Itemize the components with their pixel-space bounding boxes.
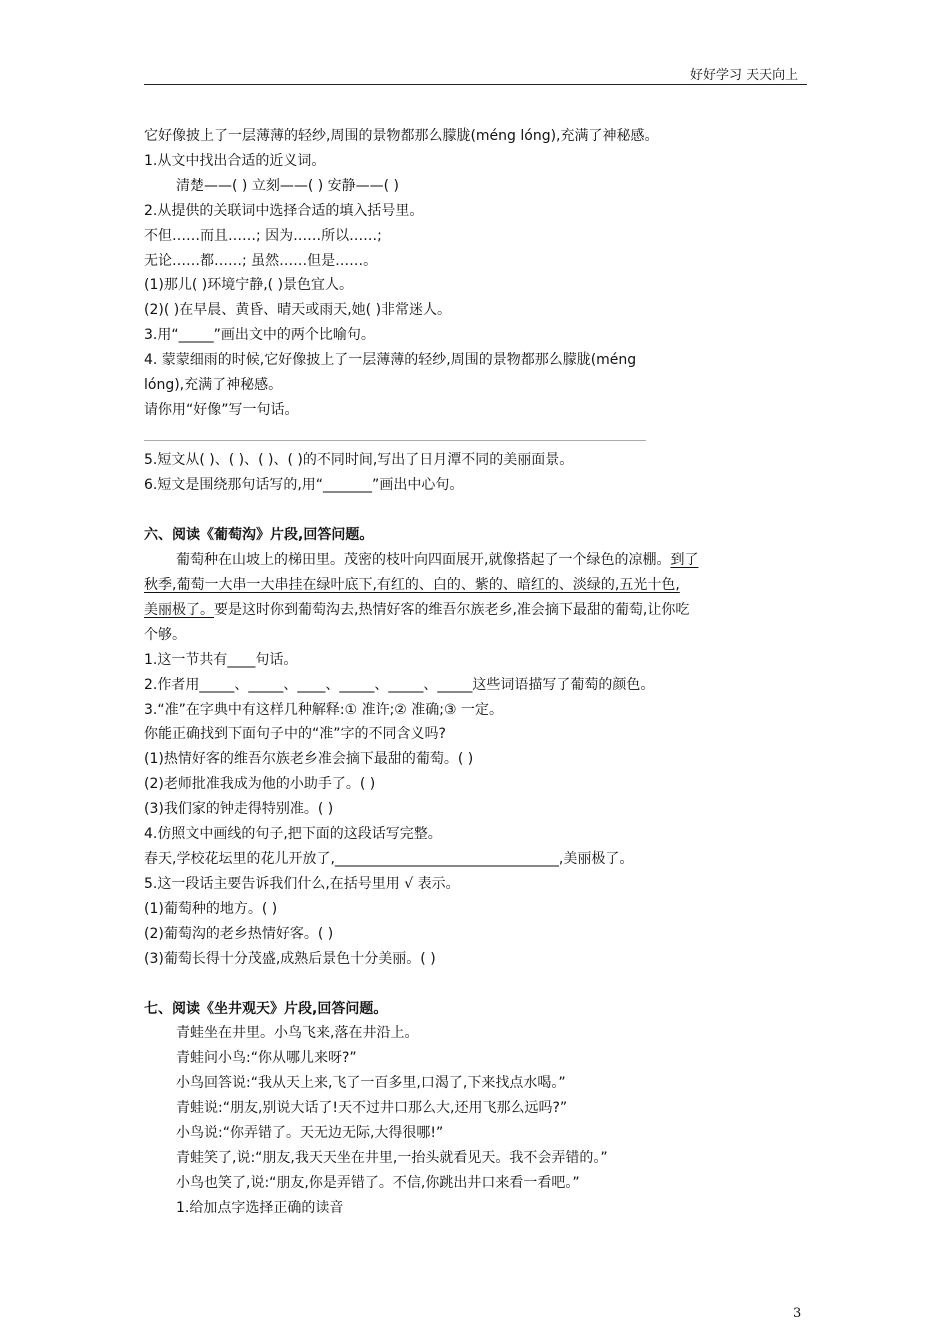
- s6-question-5-item-2: (2)葡萄沟的老乡热情好客。( ): [144, 926, 334, 942]
- story-line: 青蛙说:“朋友,别说大话了!天不过井口那么大,还用飞那么远吗?”: [176, 1100, 568, 1116]
- story-line: 青蛙坐在井里。小鸟飞来,落在井沿上。: [176, 1025, 419, 1041]
- question-4-cont: lóng),充满了神秘感。: [144, 377, 283, 393]
- page-number: 3: [793, 1306, 802, 1321]
- s6-question-5-item-3: (3)葡萄长得十分茂盛,成熟后景色十分美丽。( ): [144, 951, 436, 967]
- section-7-title: 七、阅读《坐井观天》片段,回答问题。: [144, 1001, 388, 1017]
- s6-question-3-prompt: 你能正确找到下面句子中的“准”字的不同含义吗?: [144, 726, 446, 742]
- story-line: 青蛙笑了,说:“朋友,我天天坐在井里,一抬头就看见天。我不会弄错的。”: [176, 1150, 608, 1166]
- paragraph-line-4: 个够。: [144, 627, 186, 643]
- s6-question-2: 2.作者用_____、_____、____、_____、_____、_____这些词语描写了葡萄的颜色。: [144, 677, 655, 693]
- underlined-sentence: 秋季,葡萄一大串一大串挂在绿叶底下,有红的、白的、紫的、暗红的、淡绿的,五光十色,: [144, 577, 680, 593]
- conjunction-options-1: 不但……而且……; 因为……所以……;: [144, 228, 382, 244]
- s6-question-3-item-1: (1)热情好客的维吾尔族老乡准会摘下最甜的葡萄。( ): [144, 751, 474, 767]
- s7-question-1: 1.给加点字选择正确的读音: [176, 1200, 344, 1216]
- s6-question-3: 3.“准”在字典中有这样几种解释:① 准许;② 准确;③ 一定。: [144, 702, 504, 718]
- question-6: 6.短文是围绕那句话写的,用“_______”画出中心句。: [144, 477, 464, 493]
- s6-question-5-item-1: (1)葡萄种的地方。( ): [144, 901, 278, 917]
- question-4: 4. 蒙蒙细雨的时候,它好像披上了一层薄薄的轻纱,周围的景物都那么朦胧(méng: [144, 352, 637, 368]
- passage-line: 它好像披上了一层薄薄的轻纱,周围的景物都那么朦胧(méng lóng),充满了神秘感。: [144, 128, 659, 144]
- question-1: 1.从文中找出合适的近义词。: [144, 153, 326, 169]
- paragraph-line-3: 美丽极了。要是这时你到葡萄沟去,热情好客的维吾尔族老乡,准会摘下最甜的葡萄,让你吃: [144, 602, 690, 618]
- paragraph-line-1: 葡萄种在山坡上的梯田里。茂密的枝叶向四面展开,就像搭起了一个绿色的凉棚。到了: [176, 552, 699, 568]
- s6-question-4-sentence: 春天,学校花坛里的花儿开放了,________________________________,美丽极了。: [144, 851, 634, 867]
- question-2-item-2: (2)( )在早晨、黄昏、晴天或雨天,她( )非常迷人。: [144, 302, 452, 318]
- question-3: 3.用“_____”画出文中的两个比喻句。: [144, 327, 375, 343]
- s6-question-4: 4.仿照文中画线的句子,把下面的这段话写完整。: [144, 826, 442, 842]
- synonym-blanks: 清楚——( ) 立刻——( ) 安静——( ): [176, 178, 400, 194]
- story-line: 小鸟说:“你弄错了。天无边无际,大得很哪!”: [176, 1125, 444, 1141]
- story-line: 小鸟也笑了,说:“朋友,你是弄错了。不信,你跳出井口来看一看吧。”: [176, 1175, 580, 1191]
- header-text: 好好学习 天天向上: [690, 68, 799, 83]
- underlined-sentence: 到了: [670, 552, 699, 568]
- question-2: 2.从提供的关联词中选择合适的填入括号里。: [144, 203, 424, 219]
- question-4-prompt: 请你用“好像”写一句话。: [144, 402, 299, 418]
- conjunction-options-2: 无论……都……; 虽然……但是……。: [144, 253, 378, 269]
- question-5: 5.短文从( )、( )、( )、( )的不同时间,写出了日月潭不同的美丽面景。: [144, 452, 574, 468]
- question-2-item-1: (1)那儿( )环境宁静,( )景色宜人。: [144, 277, 354, 293]
- header-rule: [144, 84, 807, 85]
- story-line: 青蛙问小鸟:“你从哪儿来呀?”: [176, 1050, 357, 1066]
- s6-question-1: 1.这一节共有____句话。: [144, 652, 298, 668]
- underlined-sentence: 美丽极了。: [144, 602, 214, 618]
- s6-question-3-item-2: (2)老师批准我成为他的小助手了。( ): [144, 776, 376, 792]
- answer-line: [144, 440, 646, 441]
- s6-question-3-item-3: (3)我们家的钟走得特别准。( ): [144, 801, 334, 817]
- section-6-title: 六、阅读《葡萄沟》片段,回答问题。: [144, 527, 374, 543]
- story-line: 小鸟回答说:“我从天上来,飞了一百多里,口渴了,下来找点水喝。”: [176, 1075, 566, 1091]
- s6-question-5: 5.这一段话主要告诉我们什么,在括号里用 √ 表示。: [144, 876, 460, 892]
